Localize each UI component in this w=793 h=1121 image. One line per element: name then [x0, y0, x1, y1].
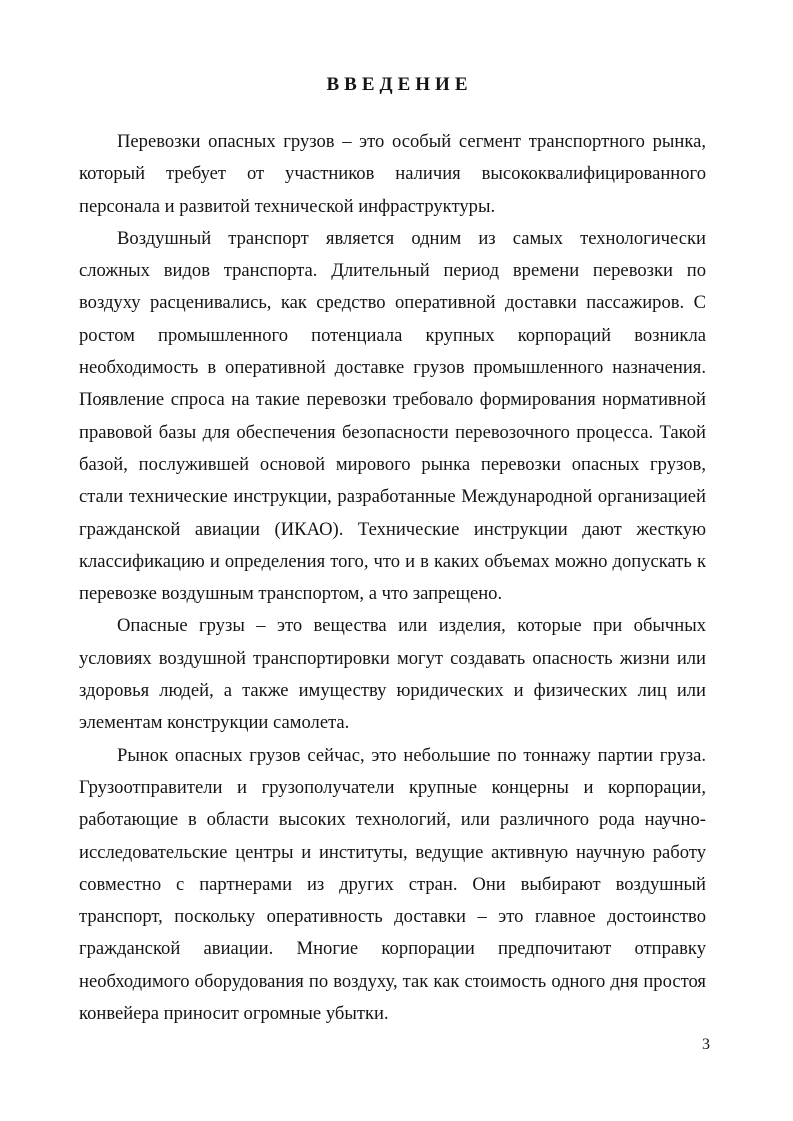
- paragraph-3: Опасные грузы – это вещества или изделия, которые при обычных условиях воздушной транспортировки могут создавать опасность жизни или здоровья людей, а также имуществу юридических и физических лиц или элементам конструкции самолета.: [79, 615, 706, 734]
- paragraph-4: Рынок опасных грузов сейчас, это небольшие по тоннажу партии груза. Грузоотправители и грузополучатели крупные концерны и корпорации, работающие в области высоких технологий, или различного рода научно-исследовательские центры и институты, ведущие активную научную работу совместно с партнерами из других стран. Они выбирают воздушный транспорт, поскольку оперативность доставки – это главное достоинство гражданской авиации. Многие корпорации предпочитают отправку необходимого оборудования по воздуху, так как стоимость одного дня простоя конвейера приносит огромные убытки.: [79, 744, 706, 1025]
- paragraph-2: Воздушный транспорт является одним из самых технологически сложных видов транспорта. Длительный период времени перевозки по воздуху расценивались, как средство оперативной доставки пассажиров. С ростом промышленного потенциала крупных корпораций возникла необходимость в оперативной доставке грузов промышленного назначения. Появление спроса на такие перевозки требовало формирования нормативной правовой базы для обеспечения безопасности перевозочного процесса. Такой базой, послужившей основой мирового рынка перевозки опасных грузов, стали технические инструкции, разработанные Международной организацией гражданской авиации (ИКАО). Технические инструкции дают жесткую классификацию и определения того, что и в каких объемах можно допускать к перевозке воздушным транспортом, а что запрещено.: [79, 227, 706, 605]
- paragraph-1: Перевозки опасных грузов – это особый сегмент транспортного рынка, который требует от участников наличия высококвалифицированного персонала и развитой технической инфраструктуры.: [79, 131, 706, 217]
- body-text: [79, 126, 706, 1030]
- page-number: 3: [702, 1036, 710, 1053]
- page-title: ВВЕДЕНИЕ: [326, 74, 473, 95]
